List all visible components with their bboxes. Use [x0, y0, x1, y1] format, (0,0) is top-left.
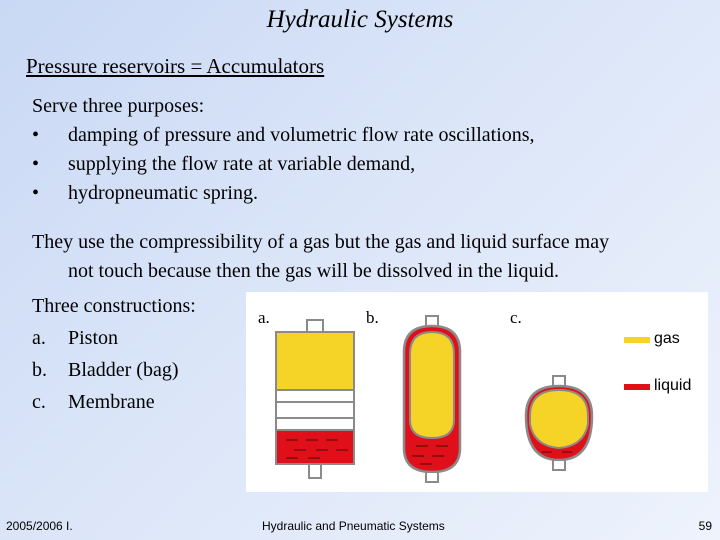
construction-item — [32, 322, 196, 354]
membrane-accumulator — [526, 376, 592, 470]
legend-liquid-label: liquid — [654, 377, 692, 394]
legend-gas-label: gas — [654, 330, 680, 347]
bullet-marker: • — [32, 182, 40, 204]
piston-gas-chamber — [276, 332, 354, 390]
figure-label-a: a. — [258, 308, 270, 327]
footer-date: 2005/2006 I. — [6, 519, 73, 533]
purposes-list — [32, 92, 535, 208]
purpose-item — [32, 179, 535, 208]
membrane-gas-port — [553, 376, 565, 386]
footer-course-title: Hydraulic and Pneumatic Systems — [262, 519, 445, 533]
bullet-marker: • — [32, 124, 40, 146]
construction-text: Membrane — [68, 391, 155, 413]
construction-label: c. — [32, 391, 46, 413]
purpose-text: damping of pressure and volumetric flow rate oscillations, — [68, 124, 535, 146]
legend-gas-swatch — [624, 337, 650, 343]
legend-liquid-swatch — [624, 384, 650, 390]
piston-accumulator — [276, 320, 354, 478]
constructions-list — [32, 290, 196, 418]
purpose-text: supplying the flow rate at variable demand, — [68, 153, 416, 175]
bladder-gas-bag — [410, 332, 454, 438]
paragraph-line-2: not touch because then the gas will be dissolved in the liquid. — [68, 260, 560, 282]
construction-label: b. — [32, 359, 47, 381]
figure-label-b: b. — [366, 308, 379, 327]
paragraph-line-1: They use the compressibility of a gas but the gas and liquid surface may — [32, 231, 610, 253]
accumulator-figure — [246, 292, 708, 492]
piston-body — [276, 390, 354, 430]
construction-item — [32, 386, 196, 418]
page-number: 59 — [698, 519, 712, 533]
slide-subtitle: Pressure reservoirs = Accumulators — [26, 54, 325, 78]
bullet-marker: • — [32, 153, 40, 175]
bladder-accumulator — [404, 316, 460, 482]
purpose-text: hydropneumatic spring. — [68, 182, 258, 204]
membrane-gas-chamber — [530, 390, 588, 448]
construction-text: Piston — [68, 327, 119, 349]
construction-text: Bladder (bag) — [68, 359, 179, 381]
purpose-item — [32, 150, 535, 179]
construction-label: a. — [32, 327, 46, 349]
purpose-item — [32, 121, 535, 150]
purposes-intro: Serve three purposes: — [32, 95, 205, 117]
piston-liquid-port — [309, 464, 321, 478]
figure-label-c: c. — [510, 308, 522, 327]
bladder-liquid-port — [426, 472, 438, 482]
slide-title: Hydraulic Systems — [266, 6, 454, 33]
constructions-intro: Three constructions: — [32, 295, 196, 317]
bladder-gas-port — [426, 316, 438, 326]
compressibility-paragraph — [32, 228, 702, 286]
construction-item — [32, 354, 196, 386]
membrane-liquid-port — [553, 460, 565, 470]
piston-liquid-chamber — [276, 430, 354, 464]
accumulator-drawings — [246, 292, 708, 492]
piston-gas-port — [307, 320, 323, 332]
